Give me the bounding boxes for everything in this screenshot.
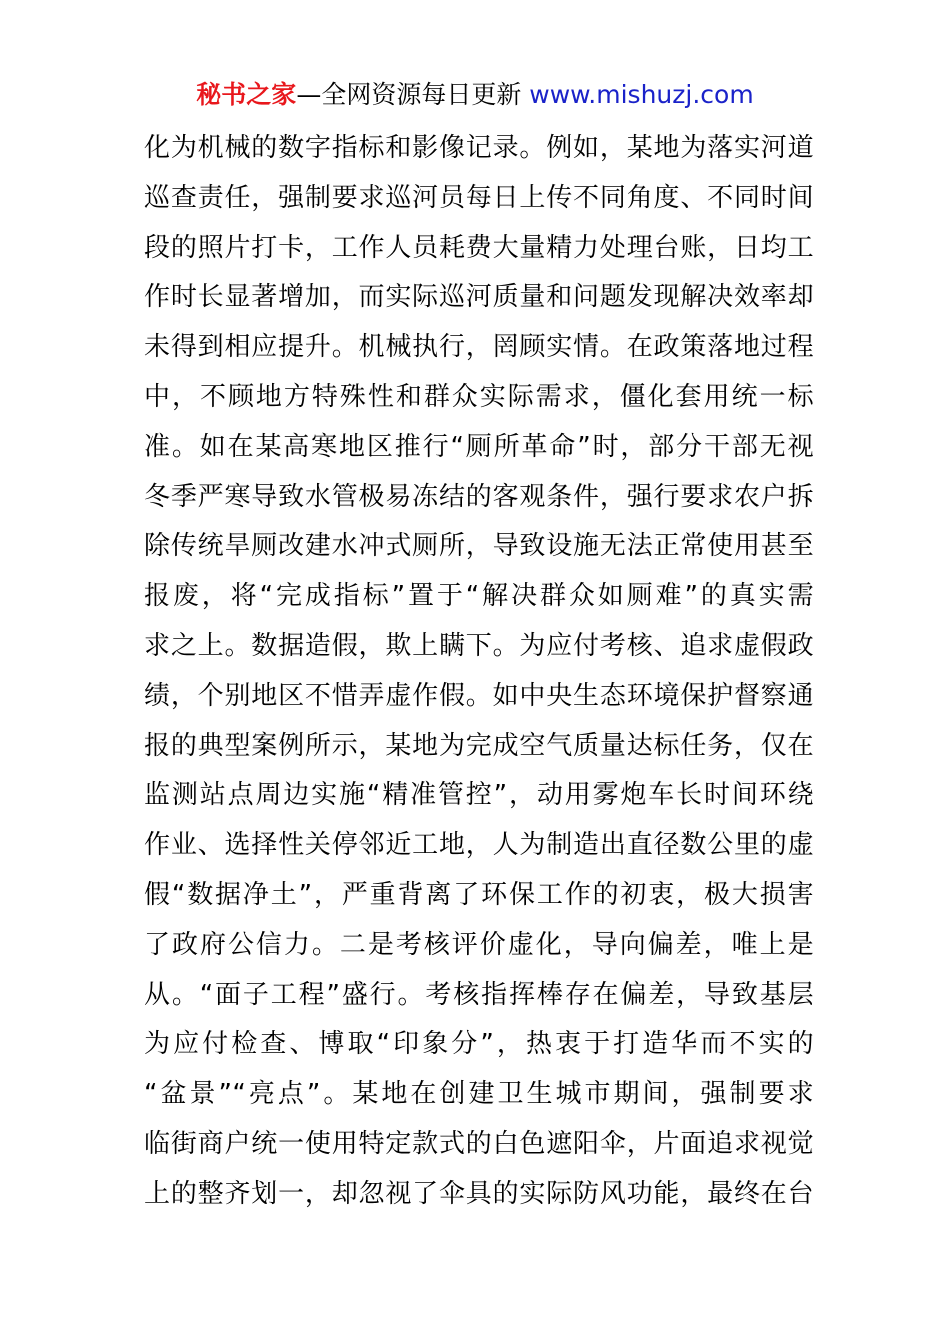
site-slogan: —全网资源每日更新 <box>296 80 530 109</box>
text-line: 从。“面子工程”盛行。考核指挥棒存在偏差，导致基层 <box>144 979 814 1010</box>
text-line: 段的照片打卡，工作人员耗费大量精力处理台账，日均工 <box>144 232 814 263</box>
text-line: 作时长显著增加，而实际巡河质量和问题发现解决效率却 <box>144 282 814 313</box>
text-line: “盆景”“亮点”。某地在创建卫生城市期间，强制要求 <box>144 1079 814 1110</box>
text-line: 巡查责任，强制要求巡河员每日上传不同角度、不同时间 <box>144 182 814 213</box>
text-line: 了政府公信力。二是考核评价虚化，导向偏差，唯上是 <box>144 929 814 960</box>
text-line: 准。如在某高寒地区推行“厕所革命”时，部分干部无视 <box>144 431 814 462</box>
site-brand: 秘书之家 <box>196 80 297 109</box>
text-line: 冬季严寒导致水管极易冻结的客观条件，强行要求农户拆 <box>144 481 814 512</box>
text-line: 化为机械的数字指标和影像记录。例如，某地为落实河道 <box>144 133 814 163</box>
text-line: 假“数据净土”，严重背离了环保工作的初衷，极大损害 <box>144 879 814 910</box>
site-url-link[interactable]: www.mishuzj.com <box>529 80 754 109</box>
text-line: 绩，个别地区不惜弄虚作假。如中央生态环境保护督察通 <box>144 680 814 711</box>
site-header <box>0 78 950 112</box>
text-line: 作业、选择性关停邻近工地，人为制造出直径数公里的虚 <box>144 830 814 861</box>
text-line: 除传统旱厕改建水冲式厕所，导致设施无法正常使用甚至 <box>144 531 814 562</box>
document-body <box>144 124 814 1220</box>
text-line: 报废，将“完成指标”置于“解决群众如厕难”的真实需 <box>144 581 814 612</box>
text-line: 未得到相应提升。机械执行，罔顾实情。在政策落地过程 <box>144 332 814 363</box>
text-line: 求之上。数据造假，欺上瞒下。为应付考核、追求虚假政 <box>144 630 814 661</box>
text-line: 上的整齐划一，却忽视了伞具的实际防风功能，最终在台 <box>144 1178 814 1209</box>
text-line: 监测站点周边实施“精准管控”，动用雾炮车长时间环绕 <box>144 780 814 811</box>
text-line: 报的典型案例所示，某地为完成空气质量达标任务，仅在 <box>144 730 814 761</box>
text-line: 为应付检查、博取“印象分”，热衷于打造华而不实的 <box>144 1029 814 1060</box>
text-line: 临街商户统一使用特定款式的白色遮阳伞，片面追求视觉 <box>144 1128 814 1159</box>
text-line: 中，不顾地方特殊性和群众实际需求，僵化套用统一标 <box>144 381 814 412</box>
